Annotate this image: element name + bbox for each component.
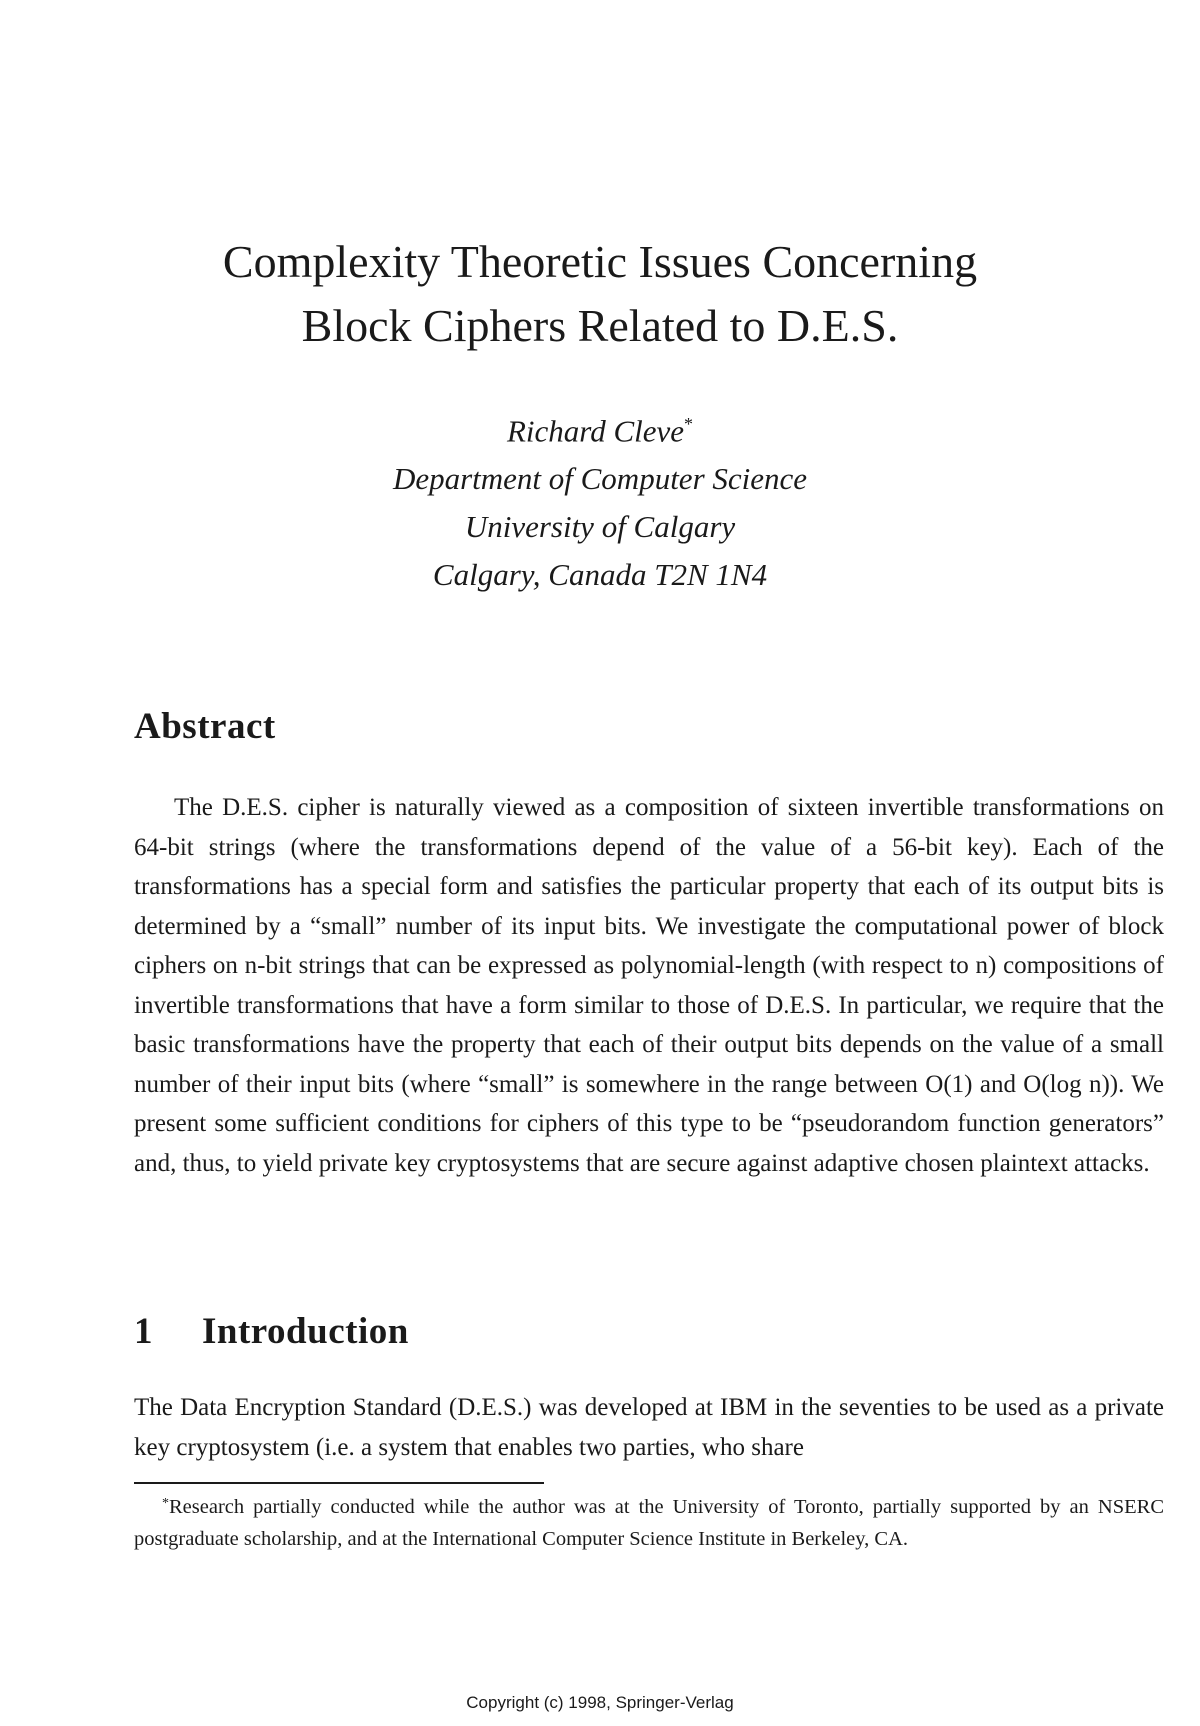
footnote bbox=[134, 1488, 1164, 1555]
author-name-line bbox=[0, 400, 1200, 455]
abstract-text: The D.E.S. cipher is naturally viewed as a composition of sixteen invertible transformations on 64-bit strings (where the transformations depend of the value of a 56-bit key). Each of the transformations has a special form and satisfies the particular property that each of its output bits is determined by a “small” number of its input bits. We investigate the computational power of block ciphers on n-bit strings that can be expressed as polynomial-length (with respect to n) compositions of invertible transformations that have a form similar to those of D.E.S. In particular, we require that the basic transformations have the property that each of their output bits depends on the value of a small number of their input bits (where “small” is somewhere in the range between O(1) and O(log n)). We present some sufficient conditions for ciphers of this type to be “pseudorandom function generators” and, thus, to yield private key cryptosystems that are secure against adaptive chosen plaintext attacks. bbox=[134, 794, 1164, 1177]
author-block bbox=[0, 400, 1200, 599]
section-number: 1 bbox=[134, 1311, 153, 1352]
introduction-heading bbox=[134, 1310, 409, 1353]
author-address: Calgary, Canada T2N 1N4 bbox=[432, 557, 768, 593]
abstract-heading: Abstract bbox=[134, 706, 276, 747]
author-name: Richard Cleve bbox=[506, 413, 685, 449]
footnote-mark: * bbox=[162, 1496, 169, 1511]
paper-title bbox=[0, 230, 1200, 358]
section-title: Introduction bbox=[202, 1311, 409, 1352]
footnote-text: Research partially conducted while the author was at the University of Toronto, partially supported by an NSERC postgraduate scholarship, and at the International Computer Science Institute in Berkeley, CA. bbox=[134, 1496, 1164, 1550]
footnote-divider bbox=[134, 1482, 544, 1484]
author-department: Department of Computer Science bbox=[392, 461, 808, 497]
paper-title-line-1: Complexity Theoretic Issues Concerning bbox=[222, 236, 978, 287]
paper-title-line-2: Block Ciphers Related to D.E.S. bbox=[301, 300, 899, 351]
author-university: University of Calgary bbox=[464, 509, 736, 545]
introduction-text: The Data Encryption Standard (D.E.S.) was developed at IBM in the seventies to be used as a private key cryptosystem (i.e. a system that enables two parties, who share bbox=[134, 1394, 1164, 1461]
copyright-notice: Copyright (c) 1998, Springer-Verlag bbox=[466, 1693, 734, 1712]
author-footnote-mark: * bbox=[684, 414, 694, 434]
